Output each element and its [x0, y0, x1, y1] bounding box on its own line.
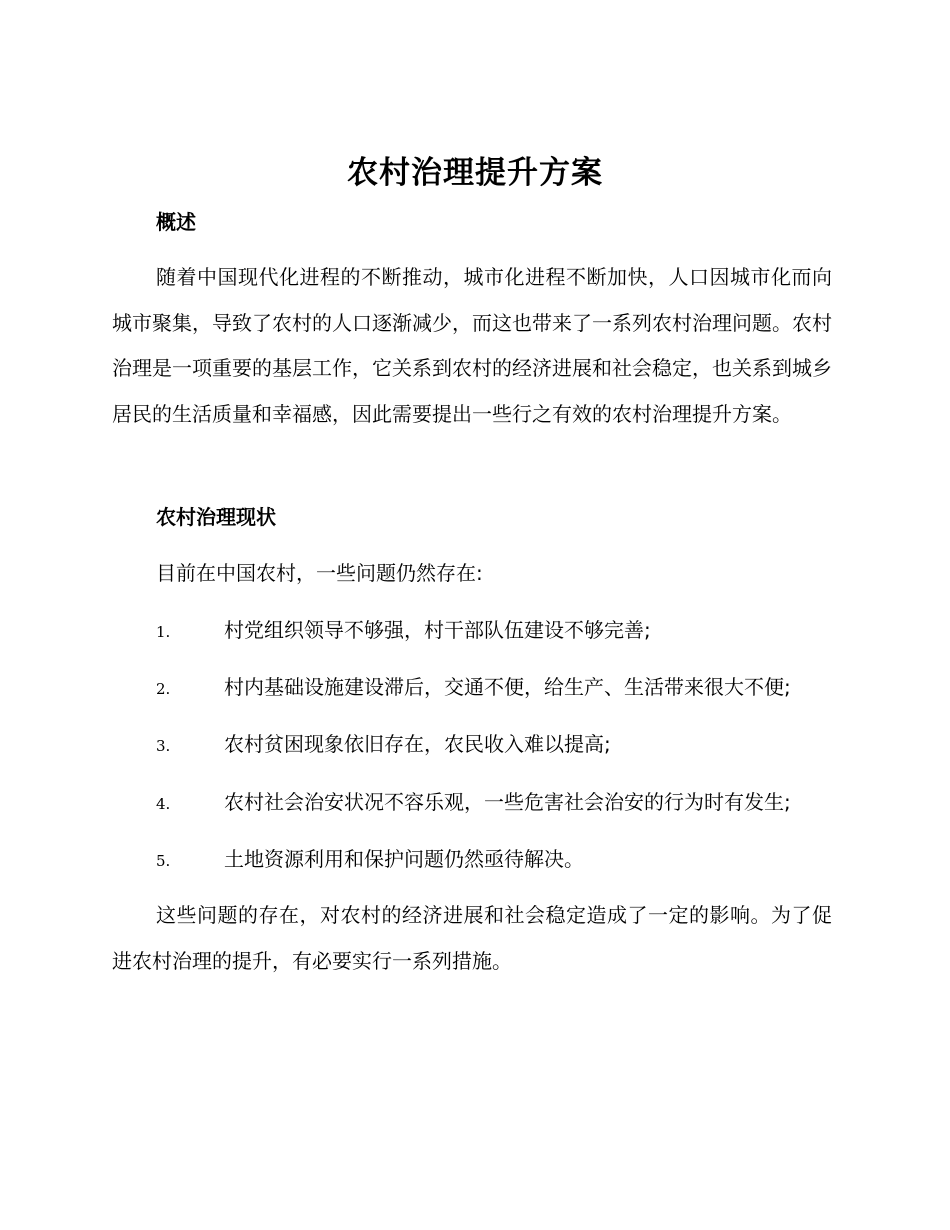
document-title: 农村治理提升方案: [347, 155, 603, 191]
list-item: [0, 786, 950, 843]
section-heading-status: 农村治理现状: [156, 505, 276, 529]
status-intro: 目前在中国农村，一些问题仍然存在:: [156, 561, 483, 585]
list-item-text: 村内基础设施建设滞后，交通不便，给生产、生活带来很大不便;: [224, 675, 791, 700]
list-item-number: 4.: [156, 794, 171, 813]
list-item-text: 农村社会治安状况不容乐观，一些危害社会治安的行为时有发生;: [224, 789, 791, 814]
list-item: [0, 843, 950, 900]
list-item-number: 2.: [156, 680, 171, 699]
list-item: [0, 728, 950, 785]
list-item-number: 3.: [156, 737, 171, 756]
list-item-text: 农村贫困现象依旧存在，农民收入难以提高;: [224, 732, 611, 757]
closing-paragraph: 这些问题的存在，对农村的经济进展和社会稳定造成了一定的影响。为了促进农村治理的提升，有必要实行一系列措施。: [112, 903, 832, 973]
list-item: [0, 671, 950, 728]
list-item-text: 村党组织领导不够强，村干部队伍建设不够完善;: [224, 618, 651, 642]
section-heading-overview: 概述: [156, 210, 196, 234]
list-item-text: 土地资源利用和保护问题仍然亟待解决。: [224, 846, 584, 871]
problem-list: [0, 614, 950, 900]
list-item-number: 1.: [156, 623, 171, 641]
overview-paragraph: 随着中国现代化进程的不断推动，城市化进程不断加快，人口因城市化而向城市聚集，导致了农村的人口逐渐减少，而这也带来了一系列农村治理问题。农村治理是一项重要的基层工作，它关系到农村的经济进展和社会稳定，也关系到城乡居民的生活质量和幸福感，因此需要提出一些行之有效的农村治理提升方案。: [112, 265, 832, 426]
list-item: [0, 614, 950, 671]
list-item-number: 5.: [156, 851, 171, 870]
